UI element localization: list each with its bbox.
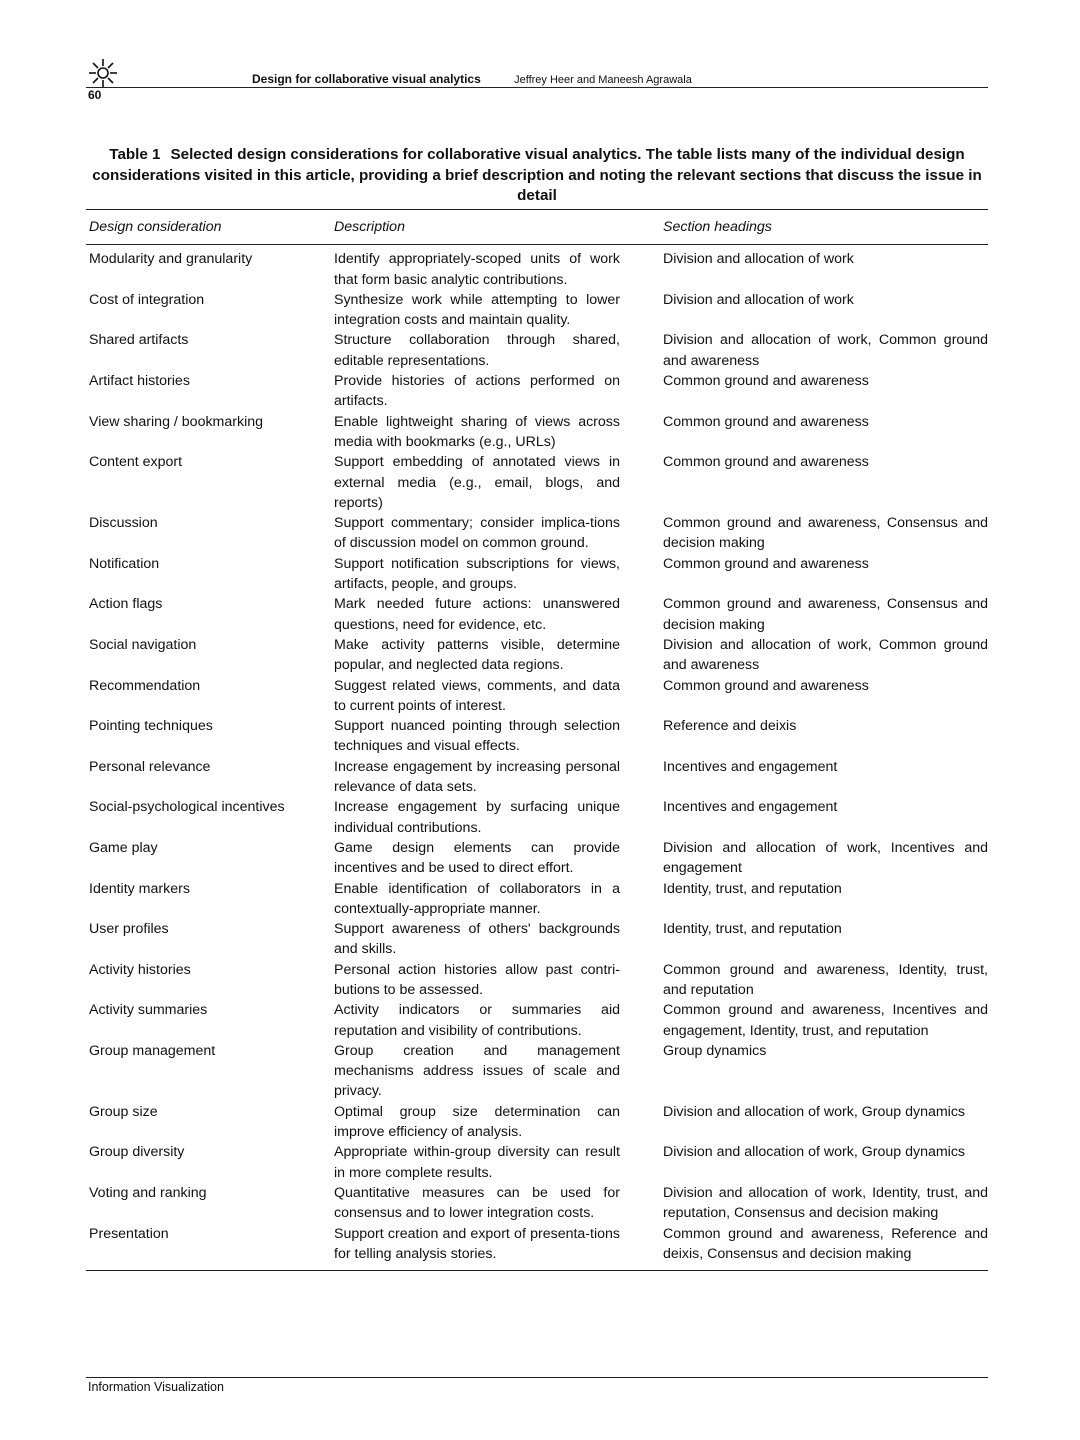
cell-design-consideration: Pointing techniques	[89, 718, 213, 735]
cell-design-consideration: View sharing / bookmarking	[89, 413, 264, 430]
cell-design-consideration: Notification	[89, 555, 160, 572]
cell-design-consideration: Action flags	[89, 596, 163, 613]
page-number: 60	[88, 88, 102, 102]
table-row	[86, 960, 988, 1001]
table-row	[86, 716, 988, 757]
cell-section-headings: Incentives and engagement	[663, 758, 838, 775]
running-authors: Jeffrey Heer and Maneesh Agrawala	[514, 74, 692, 86]
cell-section-headings: Common ground and awareness	[663, 454, 869, 471]
table-row	[86, 412, 988, 453]
journal-logo-icon	[88, 58, 118, 88]
cell-description: Appropriate within-group diversity can result in more complete results.	[334, 1144, 620, 1181]
cell-design-consideration: Cost of integration	[89, 291, 205, 308]
cell-description: Provide histories of actions performed on artifacts.	[334, 373, 620, 410]
table-row	[86, 838, 988, 879]
table-row	[86, 879, 988, 920]
column-header-design-consideration: Design consideration	[89, 219, 222, 235]
cell-description: Quantitative measures can be used for consensus and to lower integration costs.	[334, 1184, 620, 1222]
cell-description: Support commentary; consider implica-tions of discussion model on common ground.	[334, 515, 620, 552]
cell-design-consideration: Social-psychological incentives	[89, 799, 285, 816]
cell-design-consideration: Voting and ranking	[89, 1184, 207, 1201]
cell-design-consideration: User profiles	[89, 921, 169, 938]
cell-description: Personal action histories allow past contri-butions to be assessed.	[334, 961, 620, 998]
table-row	[86, 1142, 988, 1183]
table-row	[86, 330, 988, 371]
cell-description: Support creation and export of presenta-tions for telling analysis stories.	[334, 1225, 620, 1262]
table-row	[86, 594, 988, 635]
table-row	[86, 676, 988, 717]
cell-design-consideration: Artifact histories	[89, 373, 190, 390]
cell-section-headings: Identity, trust, and reputation	[663, 921, 842, 938]
running-head	[252, 72, 692, 86]
cell-description: Activity indicators or summaries aid reputation and visibility of contributions.	[334, 1002, 620, 1039]
cell-section-headings: Common ground and awareness, Identity, trust, and reputation	[663, 961, 988, 998]
cell-description: Increase engagement by surfacing unique individual contributions.	[334, 799, 620, 836]
cell-description: Support nuanced pointing through selection techniques and visual effects.	[334, 718, 620, 755]
cell-description: Identify appropriately-scoped units of work that form basic analytic contributions.	[334, 251, 620, 288]
table-row	[86, 1183, 988, 1224]
cell-section-headings: Division and allocation of work, Common ground and awareness	[663, 636, 988, 674]
cell-section-headings: Group dynamics	[663, 1042, 767, 1059]
cell-section-headings: Identity, trust, and reputation	[663, 880, 842, 897]
cell-description: Make activity patterns visible, determine popular, and neglected data regions.	[334, 636, 620, 674]
cell-design-consideration: Group size	[89, 1103, 158, 1120]
cell-description: Support embedding of annotated views in external media (e.g., email, blogs, and reports)	[334, 454, 620, 511]
cell-section-headings: Division and allocation of work, Common ground and awareness	[663, 332, 988, 369]
cell-design-consideration: Activity summaries	[89, 1002, 208, 1019]
table-row	[86, 919, 988, 960]
cell-description: Enable identification of collaborators in a contextually-appropriate manner.	[334, 880, 620, 917]
cell-design-consideration: Game play	[89, 839, 158, 856]
cell-design-consideration: Identity markers	[89, 880, 190, 897]
design-considerations-table	[86, 209, 988, 1271]
cell-design-consideration: Shared artifacts	[89, 332, 189, 349]
table-row	[86, 1041, 988, 1102]
cell-design-consideration: Content export	[89, 454, 183, 471]
cell-description: Synthesize work while attempting to lower integration costs and maintain quality.	[334, 291, 620, 329]
footer-rule	[86, 1377, 988, 1378]
cell-section-headings: Common ground and awareness, Reference and deixis, Consensus and decision making	[663, 1225, 988, 1262]
table-row	[86, 1224, 988, 1271]
cell-design-consideration: Discussion	[89, 515, 158, 532]
header-rule	[86, 87, 988, 88]
cell-section-headings: Common ground and awareness	[663, 677, 869, 694]
cell-description: Support notification subscriptions for views, artifacts, people, and groups.	[334, 555, 620, 593]
cell-description: Suggest related views, comments, and data to current points of interest.	[334, 677, 620, 714]
cell-design-consideration: Group management	[89, 1042, 216, 1059]
table-row	[86, 797, 988, 838]
caption-text: Selected design considerations for collaborative visual analytics. The table lists many of the individual design considerations visited in this article, providing a brief description and noting the relevant sections that discuss the issue in detail	[92, 146, 982, 204]
cell-section-headings: Common ground and awareness, Consensus and decision making	[663, 515, 988, 552]
cell-design-consideration: Recommendation	[89, 677, 201, 694]
table-row	[86, 1000, 988, 1041]
cell-description: Enable lightweight sharing of views across media with bookmarks (e.g., URLs)	[334, 413, 620, 450]
table-row	[86, 452, 988, 513]
caption-label: Table 1	[109, 146, 161, 163]
cell-description: Game design elements can provide incentives and be used to direct effort.	[334, 839, 620, 877]
cell-section-headings: Division and allocation of work, Identity, trust, and reputation, Consensus and decision making	[663, 1184, 988, 1222]
table-header-row	[86, 210, 988, 245]
cell-description: Optimal group size determination can improve efficiency of analysis.	[334, 1103, 620, 1141]
cell-section-headings: Incentives and engagement	[663, 799, 838, 816]
table-row	[86, 1102, 988, 1143]
table-row	[86, 635, 988, 676]
cell-section-headings: Division and allocation of work, Group dynamics	[663, 1103, 966, 1120]
journal-name: Information Visualization	[88, 1380, 224, 1394]
cell-section-headings: Division and allocation of work, Incentives and engagement	[663, 839, 988, 877]
cell-design-consideration: Group diversity	[89, 1144, 185, 1161]
cell-design-consideration: Activity histories	[89, 961, 191, 978]
table-row	[86, 554, 988, 595]
cell-section-headings: Common ground and awareness, Consensus and decision making	[663, 596, 988, 633]
cell-design-consideration: Presentation	[89, 1225, 169, 1242]
cell-section-headings: Reference and deixis	[663, 718, 797, 735]
cell-description: Group creation and management mechanisms address issues of scale and privacy.	[334, 1042, 620, 1100]
table-body	[86, 245, 988, 1271]
cell-description: Support awareness of others' backgrounds and skills.	[334, 921, 620, 958]
cell-description: Increase engagement by increasing personal relevance of data sets.	[334, 758, 620, 796]
cell-section-headings: Common ground and awareness	[663, 373, 869, 390]
cell-description: Mark needed future actions: unanswered questions, need for evidence, etc.	[334, 596, 620, 633]
cell-section-headings: Common ground and awareness	[663, 413, 869, 430]
table-row	[86, 245, 988, 290]
cell-section-headings: Division and allocation of work	[663, 251, 854, 268]
table-row	[86, 513, 988, 554]
column-header-description: Description	[334, 219, 405, 235]
cell-section-headings: Division and allocation of work	[663, 291, 854, 308]
cell-description: Structure collaboration through shared, editable representations.	[334, 332, 620, 369]
cell-section-headings: Common ground and awareness, Incentives and engagement, Identity, trust, and reputation	[663, 1002, 988, 1039]
cell-design-consideration: Social navigation	[89, 636, 197, 653]
cell-section-headings: Common ground and awareness	[663, 555, 869, 572]
table-row	[86, 757, 988, 798]
cell-design-consideration: Modularity and granularity	[89, 251, 253, 268]
cell-section-headings: Division and allocation of work, Group dynamics	[663, 1144, 966, 1161]
running-title: Design for collaborative visual analytics	[252, 72, 481, 86]
table-row	[86, 371, 988, 412]
cell-design-consideration: Personal relevance	[89, 758, 211, 775]
table-row	[86, 290, 988, 331]
table-caption	[86, 145, 988, 207]
column-header-section-headings: Section headings	[663, 219, 772, 235]
